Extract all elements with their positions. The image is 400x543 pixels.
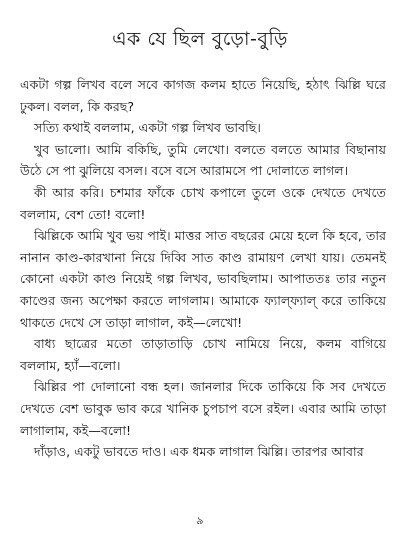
paragraph-3: খুব ভালো। আমি বকিছি, তুমি লেখো। বলতে বলতে আমার বিছানায় উঠে সে পা ঝুলিয়ে বসল। বসে বসে আরামসে পা দোলাতে লাগল। (20, 141, 386, 179)
page-number: ৯ (196, 514, 204, 527)
paragraph-7: ঝিল্লির পা দোলানো বন্ধ হল। জানলার দিকে তাকিয়ে কি সব দেখতে দেখতে বেশ ভাবুক ভাব করে খানিক চুপচাপ বসে রইল। এবার আমি তাড়া লাগালাম, কই—বলো! (20, 379, 386, 438)
chapter-title: এক যে ছিল বুড়ো-বুড়ি (112, 28, 288, 50)
paragraph-1: একটা গল্প লিখব বলে সবে কাগজ কলম হাতে নিয়েছি, হঠাৎ ঝিল্লি ঘরে ঢুকল। বলল, কি করছ? (20, 77, 386, 114)
paragraph-4: কী আর করি। চশমার ফাঁকে চোখ কপালে তুলে ওকে দেখতে দেখতে বললাম, বেশ তো! বলো! (20, 184, 386, 222)
paragraph-2: সত্যি কথাই বললাম, একটা গল্প লিখব ভাবছি। (34, 120, 261, 136)
paragraph-8: দাঁড়াও, একটু ভাবতে দাও। এক ধমক লাগাল ঝিল্লি। তারপর আবার (34, 444, 364, 460)
story-body (20, 74, 386, 463)
paragraph-5: ঝিল্লিকে আমি খুব ভয় পাই। মাত্তর সাত বছরের মেয়ে হলে কি হবে, তার নানান কাণ্ড-কারখানা নিয়ে দিব্বি সাত কাণ্ড রামায়ণ লেখা যায়। তেমনই কোনো একটা কাণ্ড নিয়েই গল্প লিখব, ভাবছিলাম। আপাততঃ তার নতুন কাণ্ডের জন্য অপেক্ষা করতে লাগলাম। আমাকে ফ্যাল্‌ফ্যাল্‌ করে তাকিয়ে থাকতে দেখে সে তাড়া লাগাল, কই—লেখো! (20, 228, 386, 330)
paragraph-6: বাধ্য ছাত্রের মতো তাড়াতাড়ি চোখ নামিয়ে নিয়ে, কলম বাগিয়ে বললাম, হ্যাঁ—বলো। (20, 336, 386, 373)
